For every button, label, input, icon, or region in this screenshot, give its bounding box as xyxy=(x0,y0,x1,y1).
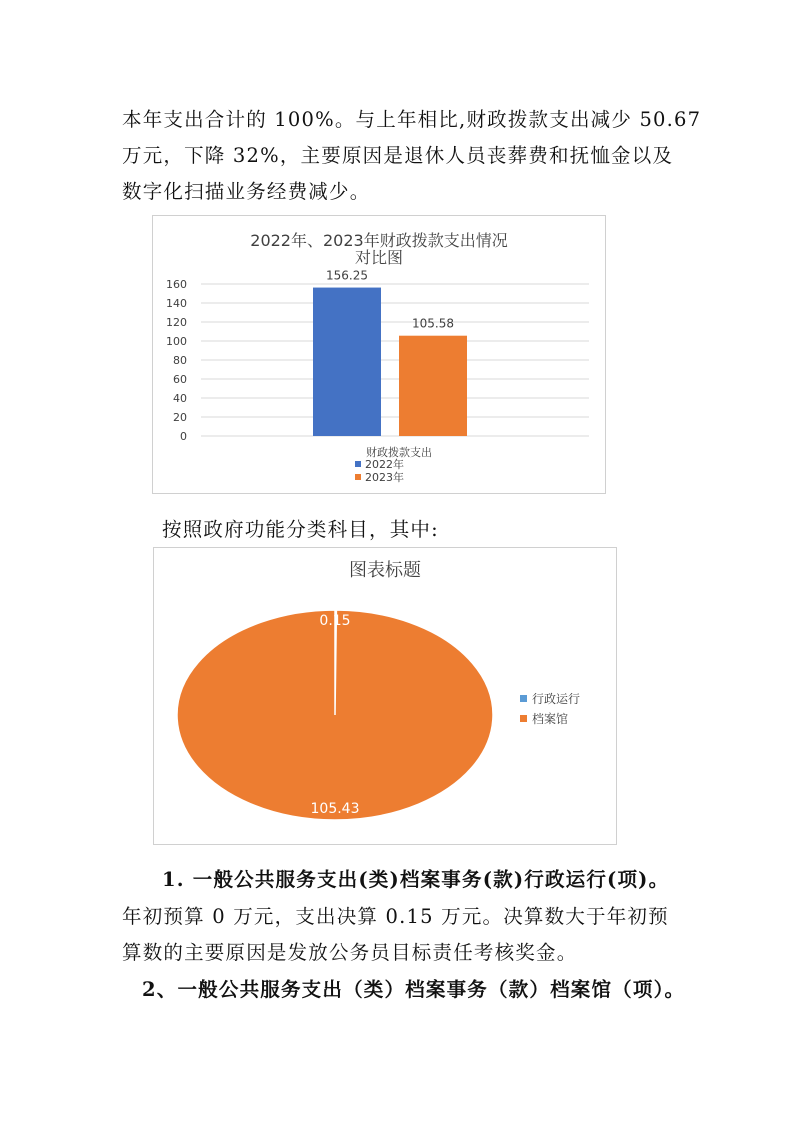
y-tick-label-40: 40 xyxy=(173,392,187,405)
pie-slice-label-danganguan: 105.43 xyxy=(310,801,360,817)
legend-label-2023: 2023年 xyxy=(365,471,404,484)
legend-swatch-2023 xyxy=(355,474,361,480)
bar-chart-title-line-2: 对比图 xyxy=(354,248,404,267)
pie-legend-label-xingzheng: 行政运行 xyxy=(532,692,581,706)
y-tick-label-80: 80 xyxy=(173,354,187,367)
bar-chart xyxy=(153,216,605,493)
y-tick-label-100: 100 xyxy=(166,335,187,348)
pie-legend-label-danganguan: 档案馆 xyxy=(532,712,569,726)
bar-2023年 xyxy=(399,336,467,436)
heading-2: 2、一般公共服务支出（类）档案事务（款）档案馆（项）。 xyxy=(142,978,686,1001)
bar-chart-frame xyxy=(152,215,606,494)
pie-slice-档案馆 xyxy=(177,610,493,820)
pie-chart-frame xyxy=(153,547,617,845)
bar-chart-category-label: 财政拨款支出 xyxy=(366,446,432,459)
paragraph-3-line-2: 算数的主要原因是发放公务员目标责任考核奖金。 xyxy=(122,941,578,964)
y-tick-label-20: 20 xyxy=(173,411,187,424)
bar-value-label-2023年: 105.58 xyxy=(412,316,454,331)
y-tick-label-140: 140 xyxy=(166,297,187,310)
pie-legend-swatch-xingzheng xyxy=(520,695,527,702)
paragraph-1-line-2: 万元，下降 32%，主要原因是退休人员丧葬费和抚恤金以及 xyxy=(122,144,674,167)
legend-swatch-2022 xyxy=(355,461,361,467)
paragraph-3-line-1: 年初预算 0 万元，支出决算 0.15 万元。决算数大于年初预 xyxy=(122,905,669,928)
bar-chart-title-line-1: 2022年、2023年财政拨款支出情况 xyxy=(250,231,508,250)
heading-1: 1. 一般公共服务支出(类)档案事务(款)行政运行(项)。 xyxy=(162,868,670,891)
paragraph-2: 按照政府功能分类科目，其中: xyxy=(162,518,439,541)
y-tick-label-160: 160 xyxy=(166,278,187,291)
bar-2022年 xyxy=(313,288,381,436)
bar-value-label-2022年: 156.25 xyxy=(326,268,368,283)
y-tick-label-60: 60 xyxy=(173,373,187,386)
y-tick-label-120: 120 xyxy=(166,316,187,329)
pie-slice-label-xingzheng: 0.15 xyxy=(319,613,351,629)
y-tick-label-0: 0 xyxy=(180,430,187,443)
paragraph-1-line-1: 本年支出合计的 100%。与上年相比,财政拨款支出减少 50.67 xyxy=(122,108,702,131)
pie-chart-title: 图表标题 xyxy=(349,560,421,581)
paragraph-1-line-3: 数字化扫描业务经费减少。 xyxy=(122,180,371,203)
pie-legend-swatch-danganguan xyxy=(520,715,527,722)
legend-label-2022: 2022年 xyxy=(365,458,404,471)
pie-chart xyxy=(154,548,616,844)
